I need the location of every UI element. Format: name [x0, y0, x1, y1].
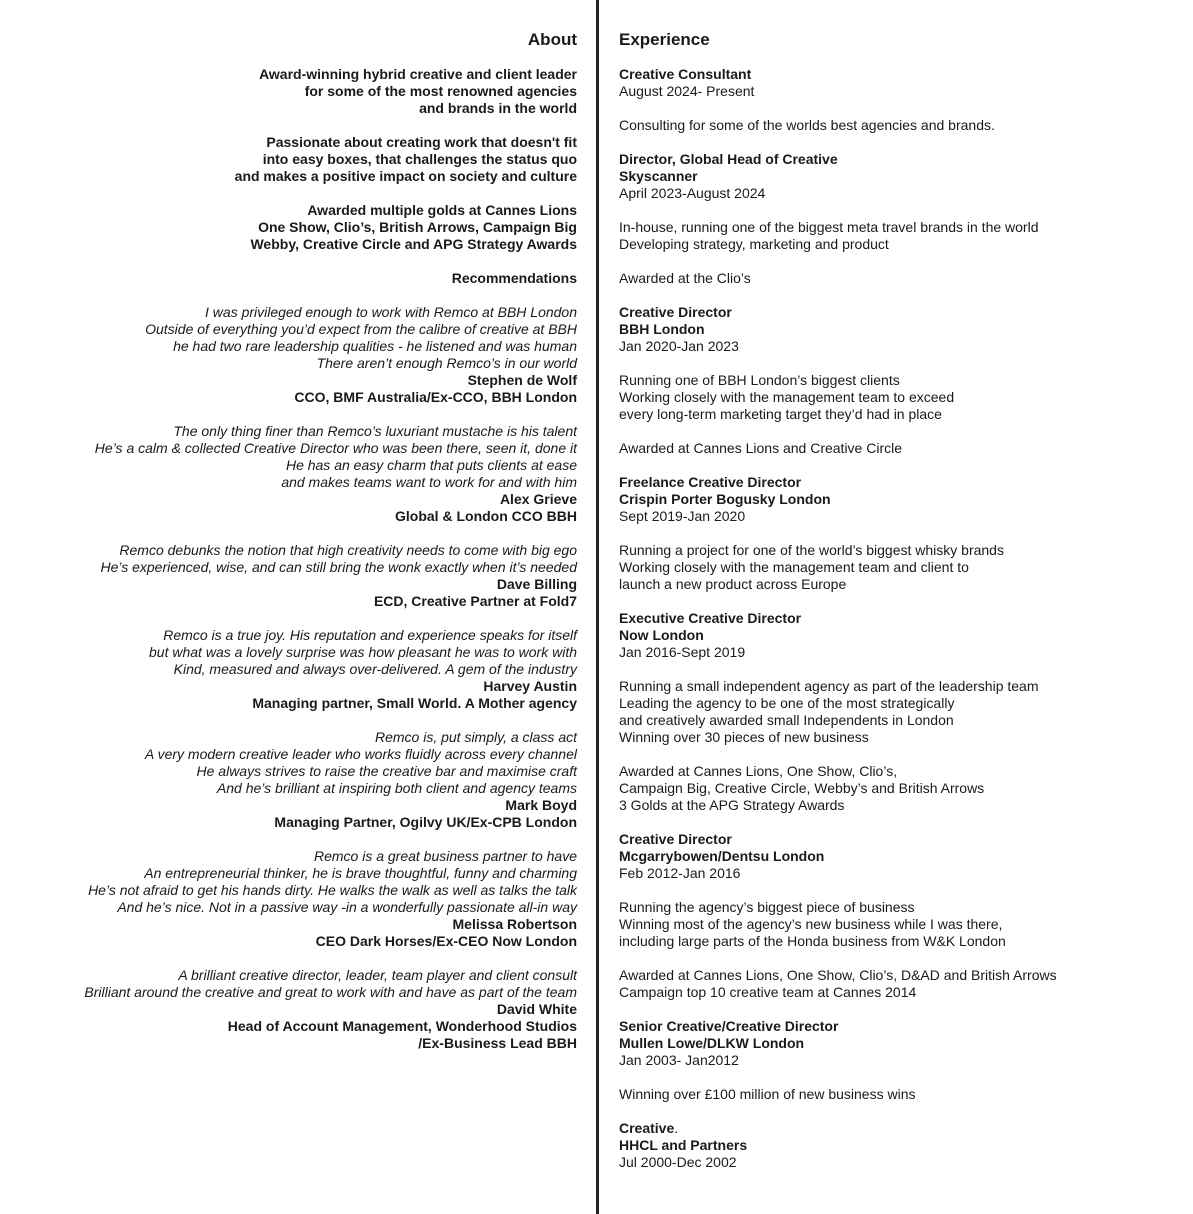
- job-description-line: Winning most of the agency’s new business while I was there,: [619, 916, 1003, 932]
- recommendation: [40, 848, 577, 950]
- recommender-name: David White: [496, 1001, 577, 1017]
- job-description-line: Awarded at the Clio’s: [619, 270, 751, 286]
- quote-line: Kind, measured and always over-delivered. A gem of the industry: [173, 661, 577, 677]
- job-dates: April 2023-August 2024: [619, 185, 766, 201]
- about-line: Award-winning hybrid creative and client leader: [259, 66, 577, 82]
- job-description-line: Awarded at Cannes Lions and Creative Circle: [619, 440, 903, 456]
- quote-line: The only thing finer than Remco’s luxuriant mustache is his talent: [173, 423, 577, 439]
- recommender-role: Managing partner, Small World. A Mother agency: [252, 695, 577, 711]
- recommender-name: Stephen de Wolf: [467, 372, 577, 388]
- about-intro-3: [40, 202, 577, 253]
- recommendation: [40, 967, 577, 1052]
- job-entry: [619, 474, 1159, 593]
- about-line: for some of the most renowned agencies: [304, 83, 577, 99]
- job-company: Mcgarrybowen/Dentsu London: [619, 848, 825, 864]
- quote-line: There aren’t enough Remco’s in our world: [316, 355, 577, 371]
- job-company: Mullen Lowe/DLKW London: [619, 1035, 805, 1051]
- about-line: Awarded multiple golds at Cannes Lions: [307, 202, 577, 218]
- about-line: One Show, Clio’s, British Arrows, Campaign Big: [258, 219, 577, 235]
- quote-line: A brilliant creative director, leader, team player and client consult: [178, 967, 577, 983]
- job-description-line: Campaign top 10 creative team at Cannes 2014: [619, 984, 917, 1000]
- job-company: Now London: [619, 627, 704, 643]
- job-description-line: including large parts of the Honda business from W&K London: [619, 933, 1006, 949]
- recommender-name: Alex Grieve: [499, 491, 577, 507]
- about-line: Passionate about creating work that doesn't fit: [266, 134, 577, 150]
- job-description-line: Running a small independent agency as part of the leadership team: [619, 678, 1039, 694]
- job-description-line: Awarded at Cannes Lions, One Show, Clio’s,: [619, 763, 898, 779]
- job-description-line: launch a new product across Europe: [619, 576, 847, 592]
- quote-line: He’s experienced, wise, and can still bring the wonk exactly when it’s needed: [100, 559, 577, 575]
- job-dates: Jul 2000-Dec 2002: [619, 1154, 737, 1170]
- job-entry: [619, 151, 1159, 287]
- job-description-line: Working closely with the management team and client to: [619, 559, 969, 575]
- job-dates: Jan 2016-Sept 2019: [619, 644, 746, 660]
- quote-line: He’s not afraid to get his hands dirty. He walks the walk as well as talks the talk: [88, 882, 577, 898]
- job-entry: [619, 1120, 1159, 1171]
- job-title: Freelance Creative Director: [619, 474, 802, 490]
- quote-line: Brilliant around the creative and great to work with and have as part of the team: [84, 984, 577, 1000]
- job-description-line: 3 Golds at the APG Strategy Awards: [619, 797, 845, 813]
- job-description-line: Running a project for one of the world’s biggest whisky brands: [619, 542, 1004, 558]
- job-title: Senior Creative/Creative Director: [619, 1018, 839, 1034]
- job-description-line: Running one of BBH London’s biggest clients: [619, 372, 900, 388]
- about-line: Webby, Creative Circle and APG Strategy Awards: [250, 236, 577, 252]
- job-company: BBH London: [619, 321, 705, 337]
- job-entry: [619, 66, 1159, 134]
- recommendation: [40, 304, 577, 406]
- experience-heading: Experience: [619, 30, 710, 49]
- job-dates: Feb 2012-Jan 2016: [619, 865, 741, 881]
- quote-line: he had two rare leadership qualities - he listened and was human: [173, 338, 577, 354]
- quote-line: Outside of everything you’d expect from the calibre of creative at BBH: [145, 321, 577, 337]
- job-description-line: Campaign Big, Creative Circle, Webby’s and British Arrows: [619, 780, 985, 796]
- job-description-line: Consulting for some of the worlds best agencies and brands.: [619, 117, 995, 133]
- recommender-name: Harvey Austin: [483, 678, 577, 694]
- recommender-role: /Ex-Business Lead BBH: [418, 1035, 577, 1051]
- recommender-role: Global & London CCO BBH: [395, 508, 577, 524]
- job-description-line: Developing strategy, marketing and product: [619, 236, 889, 252]
- job-description-line: and creatively awarded small Independents in London: [619, 712, 954, 728]
- quote-line: And he’s nice. Not in a passive way -in a wonderfully passionate all-in way: [117, 899, 577, 915]
- recommender-role: CCO, BMF Australia/Ex-CCO, BBH London: [294, 389, 577, 405]
- quote-line: Remco is, put simply, a class act: [374, 729, 577, 745]
- recommendation: [40, 729, 577, 831]
- job-dates: Jan 2020-Jan 2023: [619, 338, 739, 354]
- quote-line: Remco is a great business partner to have: [313, 848, 577, 864]
- recommendation: [40, 627, 577, 712]
- recommender-role: Head of Account Management, Wonderhood Studios: [227, 1018, 577, 1034]
- job-description-line: Running the agency’s biggest piece of business: [619, 899, 915, 915]
- about-line: and brands in the world: [419, 100, 577, 116]
- about-column: [40, 30, 577, 1052]
- job-title: Executive Creative Director: [619, 610, 802, 626]
- recommender-name: Mark Boyd: [505, 797, 577, 813]
- job-company: Skyscanner: [619, 168, 698, 184]
- job-title-row: [619, 1120, 1159, 1137]
- experience-column: [619, 30, 1159, 1171]
- job-description-line: Leading the agency to be one of the most strategically: [619, 695, 955, 711]
- quote-line: He’s a calm & collected Creative Director who was been there, seen it, done it: [94, 440, 577, 456]
- quote-line: I was privileged enough to work with Remco at BBH London: [205, 304, 577, 320]
- quote-line: and makes teams want to work for and with him: [281, 474, 577, 490]
- job-description-line: In-house, running one of the biggest meta travel brands in the world: [619, 219, 1039, 235]
- job-entry: [619, 304, 1159, 457]
- job-company: Crispin Porter Bogusky London: [619, 491, 831, 507]
- about-intro-1: [40, 66, 577, 117]
- recommendations-heading: Recommendations: [451, 270, 577, 286]
- quote-line: He always strives to raise the creative bar and maximise craft: [196, 763, 577, 779]
- job-description-line: Winning over £100 million of new business wins: [619, 1086, 916, 1102]
- job-company: HHCL and Partners: [619, 1137, 748, 1153]
- job-description-line: Winning over 30 pieces of new business: [619, 729, 869, 745]
- recommender-name: Dave Billing: [496, 576, 577, 592]
- job-title: Creative Consultant: [619, 66, 752, 82]
- job-dates: August 2024- Present: [619, 83, 755, 99]
- recommendation: [40, 542, 577, 610]
- job-description-line: every long-term marketing target they’d had in place: [619, 406, 942, 422]
- recommender-role: ECD, Creative Partner at Fold7: [373, 593, 577, 609]
- quote-line: And he’s brilliant at inspiring both client and agency teams: [216, 780, 577, 796]
- quote-line: An entrepreneurial thinker, he is brave thoughtful, funny and charming: [144, 865, 577, 881]
- recommendation: [40, 423, 577, 525]
- recommender-role: Managing Partner, Ogilvy UK/Ex-CPB London: [274, 814, 577, 830]
- column-divider: [596, 0, 599, 1214]
- job-entry: [619, 1018, 1159, 1103]
- about-heading: About: [527, 30, 577, 49]
- quote-line: Remco is a true joy. His reputation and experience speaks for itself: [163, 627, 577, 643]
- job-title: Creative Director: [619, 831, 732, 847]
- job-entry: [619, 610, 1159, 814]
- quote-line: Remco debunks the notion that high creativity needs to come with big ego: [119, 542, 577, 558]
- job-title: Creative Director: [619, 304, 732, 320]
- recommender-role: CEO Dark Horses/Ex-CEO Now London: [315, 933, 577, 949]
- quote-line: He has an easy charm that puts clients at ease: [285, 457, 577, 473]
- job-title: Director, Global Head of Creative: [619, 151, 838, 167]
- job-description-line: Awarded at Cannes Lions, One Show, Clio’s, D&AD and British Arrows: [619, 967, 1057, 983]
- job-dates: Sept 2019-Jan 2020: [619, 508, 746, 524]
- job-title: Creative: [619, 1120, 675, 1136]
- about-line: and makes a positive impact on society and culture: [234, 168, 577, 184]
- job-dates: Jan 2003- Jan2012: [619, 1052, 739, 1068]
- quote-line: but what was a lovely surprise was how pleasant he was to work with: [149, 644, 577, 660]
- recommender-name: Melissa Robertson: [452, 916, 577, 932]
- job-entry: [619, 831, 1159, 1001]
- quote-line: A very modern creative leader who works fluidly across every channel: [144, 746, 577, 762]
- job-description-line: Working closely with the management team to exceed: [619, 389, 955, 405]
- about-intro-2: [40, 134, 577, 185]
- about-line: into easy boxes, that challenges the status quo: [262, 151, 577, 167]
- job-title-suffix: .: [674, 1120, 679, 1136]
